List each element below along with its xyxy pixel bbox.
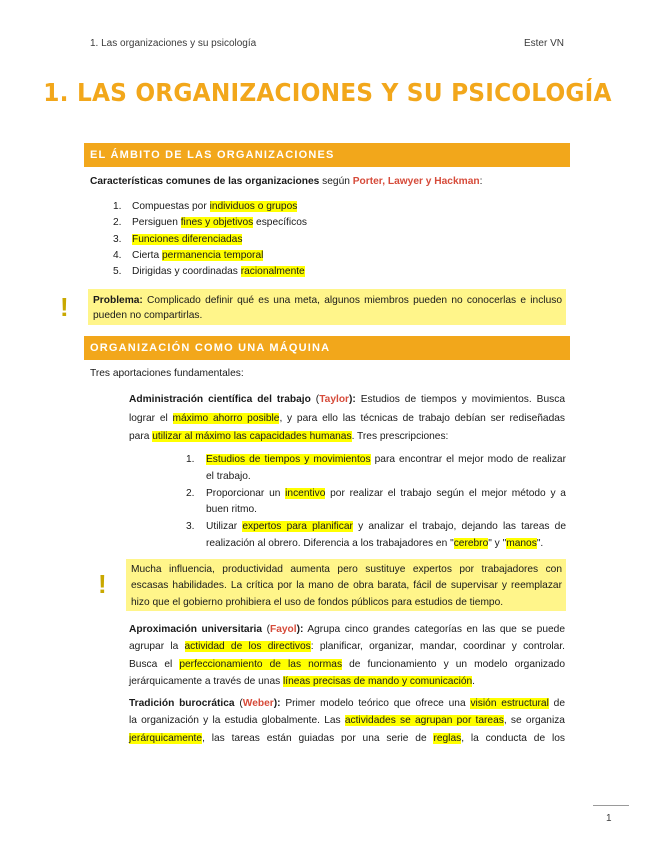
- highlight: expertos para planificar: [242, 521, 353, 533]
- list-text: Dirigidas y coordinadas: [132, 266, 241, 278]
- highlight: visión estructural: [470, 698, 549, 709]
- problem-line: [93, 293, 562, 308]
- fayol-title: Aproximación universitaria: [129, 624, 263, 635]
- intro-end: :: [479, 176, 483, 187]
- prescriptions-list: [186, 452, 566, 553]
- list-text: específicos: [253, 217, 307, 229]
- running-header-author: Ester VN: [523, 38, 564, 49]
- exclamation-icon: !: [98, 569, 107, 599]
- fayol-author: Fayol: [269, 624, 297, 635]
- section-heading-maquina: ORGANIZACIÓN COMO UNA MÁQUINA: [84, 336, 570, 360]
- intro-bold: Características comunes de las organizaciones: [90, 176, 320, 187]
- footer-divider: [593, 805, 629, 806]
- paragraph-line: la organización y la estudia globalmente. Las actividades se agrupan por tareas, se organiza: [129, 715, 565, 727]
- list-item: 2. Proporcionar un incentivo por realizar el trabajo según el mejor método y a buen ritmo.: [186, 487, 566, 516]
- list-item: 1. Estudios de tiempos y movimientos para encontrar el mejor modo de realizar el trabajo.: [186, 454, 566, 482]
- list-number: 4.: [113, 249, 122, 261]
- paragraph-line: Busca el perfeccionamiento de las normas de funcionamiento y un modelo organizado: [129, 658, 566, 670]
- list-number: 1.: [113, 201, 122, 212]
- highlight: líneas precisas de mando y comunicación: [283, 675, 473, 687]
- paragraph-line: Administración científica del trabajo (Taylor): Estudios de tiempos y movimientos. Busca: [129, 394, 565, 405]
- highlight: máximo ahorro posible: [172, 412, 280, 424]
- highlight: cerebro: [453, 537, 489, 549]
- highlight: actividad de los directivos: [184, 641, 311, 653]
- highlight: actividades se agrupan por tareas: [344, 715, 504, 727]
- section-heading-ambito: EL ÁMBITO DE LAS ORGANIZACIONES: [84, 143, 570, 167]
- problem-callout: [88, 289, 566, 325]
- weber-author: Weber: [242, 698, 274, 709]
- paragraph-line: Aproximación universitaria (Fayol): Agrupa cinco grandes categorías en las que se puede: [129, 624, 565, 635]
- weber-paragraph: [129, 695, 565, 747]
- paragraph-line: Tradición burocrática (Weber): Primer modelo teórico que ofrece una visión estructural de: [129, 698, 566, 709]
- taylor-paragraph: [129, 391, 565, 447]
- paragraph-line: jerárquicamente, las tareas están guiadas por una serie de reglas, la conducta de los: [129, 732, 565, 744]
- callout-line: Mucha influencia, productividad aumenta pero sustituye expertos por trabajadores con: [131, 564, 562, 575]
- paragraph-line: lograr el máximo ahorro posible, y para ello las técnicas de trabajo debían ser rediseñadas: [129, 412, 565, 424]
- fayol-paragraph: [129, 621, 565, 690]
- paragraph-line: para utilizar al máximo las capacidades humanas. Tres prescripciones:: [129, 431, 449, 442]
- highlight: incentivo: [285, 487, 326, 499]
- highlight: Estudios de tiempos y movimientos: [206, 454, 371, 465]
- influence-callout: [126, 559, 566, 611]
- exclamation-icon: !: [60, 292, 69, 322]
- highlight: reglas: [433, 732, 462, 744]
- list-item: 3. Utilizar expertos para planificar y analizar el trabajo, dejando las tareas de realización al obrero. Diferencia a los trabajadores en "cerebro" y "manos".: [186, 521, 566, 549]
- list-highlight: individuos o grupos: [209, 201, 298, 212]
- list-highlight: racionalmente: [240, 266, 305, 278]
- aportaciones-intro: Tres aportaciones fundamentales:: [90, 368, 244, 379]
- problem-label: Problema:: [93, 295, 143, 306]
- problem-text: Complicado definir qué es una meta, algunos miembros pueden no conocerlas e incluso: [142, 295, 562, 306]
- callout-line: hizo que el gobierno prohibiera el uso de fondos públicos para estudios de tiempo.: [131, 596, 504, 608]
- taylor-title: Administración científica del trabajo: [129, 394, 311, 405]
- problem-line: pueden no compartirlas.: [93, 310, 203, 321]
- highlight: perfeccionamiento de las normas: [179, 658, 343, 670]
- list-number: 3.: [113, 233, 122, 245]
- list-highlight: Funciones diferenciadas: [132, 233, 243, 245]
- page-title: 1. LAS ORGANIZACIONES Y SU PSICOLOGÍA: [43, 78, 612, 107]
- running-header-chapter: 1. Las organizaciones y su psicología: [90, 38, 257, 49]
- list-highlight: permanencia temporal: [162, 249, 264, 261]
- page-number: 1: [606, 813, 612, 824]
- list-text: Cierta: [132, 249, 163, 261]
- list-text: Persiguen: [132, 217, 181, 229]
- list-highlight: fines y objetivos: [180, 217, 254, 229]
- highlight: jerárquicamente: [129, 732, 203, 744]
- paragraph-line: jerárquicamente a través de unas líneas precisas de mando y comunicación.: [129, 675, 476, 687]
- paragraph-line: agrupar la actividad de los directivos: planificar, organizar, mandar, coordinar y controlar.: [129, 641, 565, 653]
- list-text: Compuestas por: [132, 201, 210, 212]
- weber-title: Tradición burocrática: [129, 698, 235, 709]
- highlight: utilizar al máximo las capacidades humanas: [152, 431, 352, 442]
- taylor-author: Taylor: [319, 394, 350, 405]
- characteristics-intro: [90, 176, 482, 187]
- intro-authors: Porter, Lawyer y Hackman: [352, 176, 480, 187]
- list-number: 2.: [113, 217, 122, 229]
- callout-line: escasas habilidades. La crítica por la mano de obra barata, fácil de supervisar y reemplazar: [131, 580, 562, 592]
- highlight: manos: [506, 537, 537, 549]
- intro-mid: según: [319, 176, 353, 187]
- list-number: 5.: [113, 266, 122, 278]
